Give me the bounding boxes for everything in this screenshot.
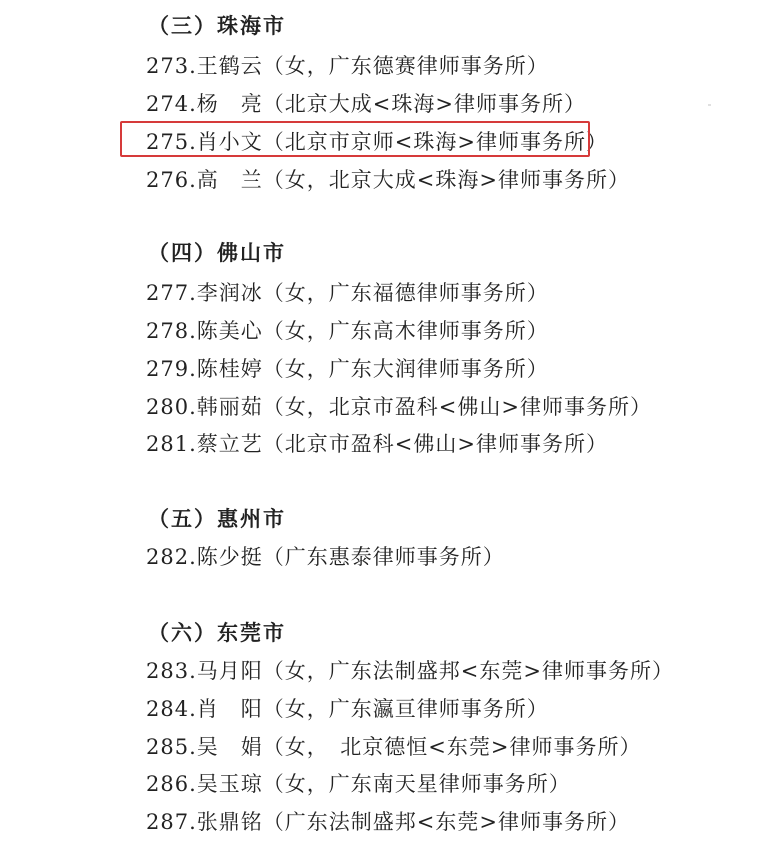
section-heading-foshan: （四）佛山市: [148, 240, 286, 265]
list-item: 281.蔡立艺（北京市盈科<佛山>律师事务所）: [146, 432, 608, 456]
list-item-highlighted: 275.肖小文（北京市京师<珠海>律师事务所）: [146, 130, 608, 154]
list-item: 278.陈美心（女，广东高木律师事务所）: [146, 319, 549, 343]
section-heading-dongguan: （六）东莞市: [148, 620, 286, 645]
list-item: 276.高 兰（女，北京大成<珠海>律师事务所）: [146, 168, 630, 192]
list-item: 283.马月阳（女，广东法制盛邦<东莞>律师事务所）: [146, 659, 674, 683]
list-item: 274.杨 亮（北京大成<珠海>律师事务所）: [146, 92, 586, 116]
list-item: 285.吴 娟（女， 北京德恒<东莞>律师事务所）: [146, 735, 642, 759]
list-item: 273.王鹤云（女，广东德赛律师事务所）: [146, 54, 549, 78]
list-item: 277.李润冰（女，广东福德律师事务所）: [146, 281, 549, 305]
highlight-box: [120, 121, 590, 157]
scan-speck: [708, 104, 711, 106]
list-item: 286.吴玉琼（女，广东南天星律师事务所）: [146, 772, 571, 796]
section-heading-huizhou: （五）惠州市: [148, 506, 286, 531]
list-item: 279.陈桂婷（女，广东大润律师事务所）: [146, 357, 549, 381]
list-item: 284.肖 阳（女，广东瀛亘律师事务所）: [146, 697, 549, 721]
list-item: 280.韩丽茹（女，北京市盈科<佛山>律师事务所）: [146, 395, 652, 419]
list-item: 282.陈少挺（广东惠泰律师事务所）: [146, 545, 505, 569]
section-heading-zhuhai: （三）珠海市: [148, 13, 286, 38]
list-item: 287.张鼎铭（广东法制盛邦<东莞>律师事务所）: [146, 810, 630, 834]
